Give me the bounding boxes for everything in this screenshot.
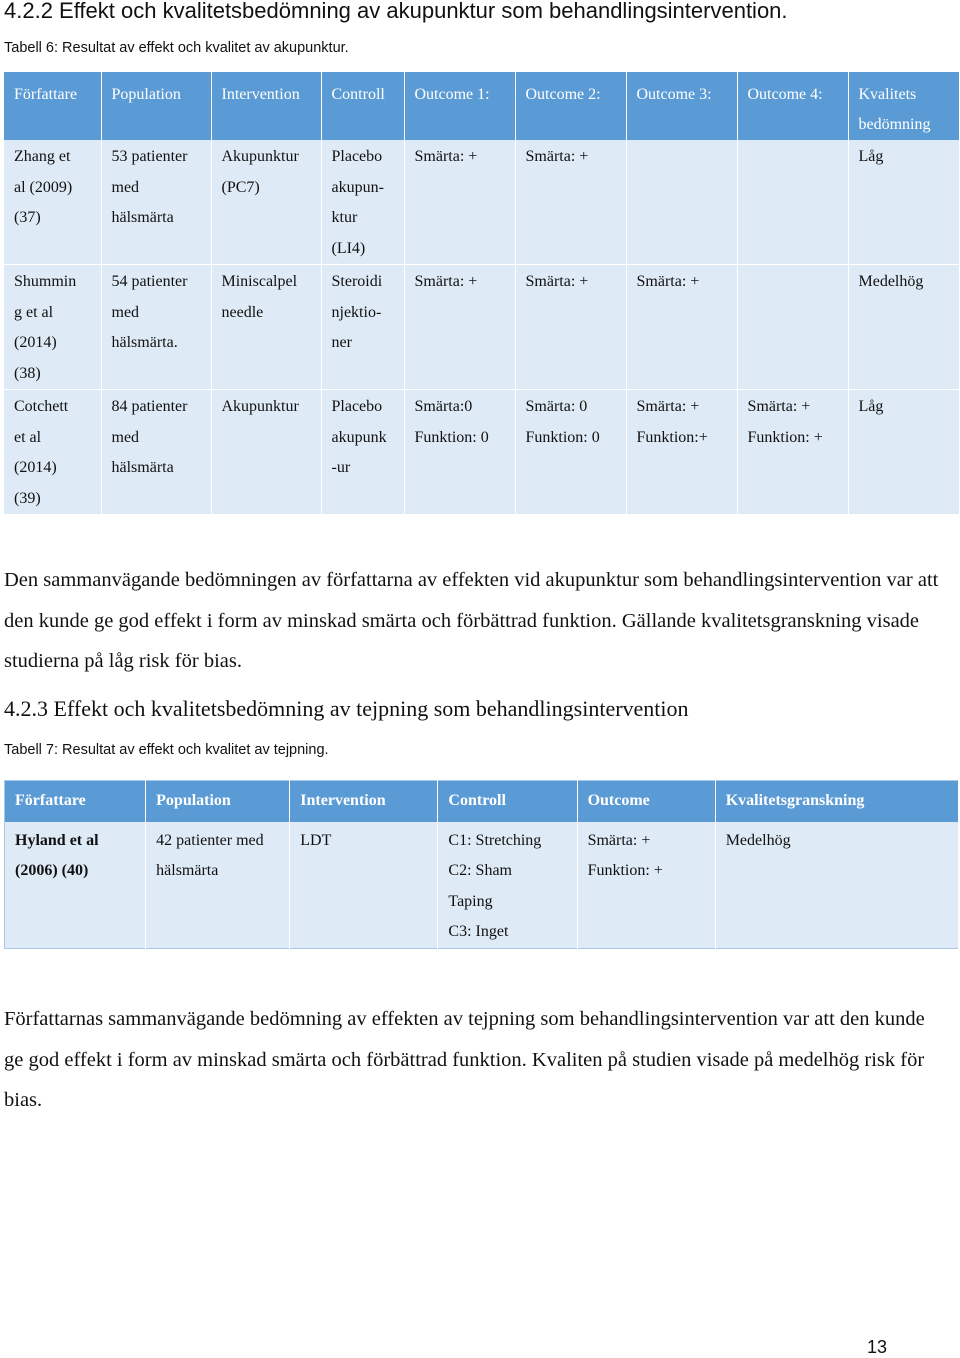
table-cell: Shummin g et al (2014) (38) <box>4 265 101 390</box>
table-cell: Miniscalpel needle <box>211 265 321 390</box>
table-cell: 84 patienter med hälsmärta <box>101 390 211 515</box>
summary-paragraph-acupuncture: Den sammanvägande bedömningen av författarna av effekten vid akupunktur som behandlingsintervention var att den kunde ge god effekt i form av minskad smärta och förbättrad funktion. Gällande kvalitetsgranskning visade studierna på låg risk för bias. <box>4 569 939 672</box>
taping-results-table <box>4 780 959 949</box>
table-cell: Smärta: + <box>515 140 626 265</box>
table-cell: Smärta: + Funktion:+ <box>626 390 737 515</box>
table-cell: Låg <box>848 390 959 515</box>
table-caption: Tabell 6: Resultat av effekt och kvalitet av akupunktur. <box>4 40 349 56</box>
table-cell: Hyland et al (2006) (40) <box>5 822 146 949</box>
section-heading: 4.2.2 Effekt och kvalitetsbedömning av akupunktur som behandlingsintervention. <box>4 0 788 23</box>
table-cell: Smärta: + Funktion: + <box>737 390 848 515</box>
table-cell: Låg <box>848 140 959 265</box>
column-header: Författare <box>4 72 101 140</box>
table-row <box>5 822 959 949</box>
table-header-row <box>5 781 959 822</box>
table-cell: Medelhög <box>715 822 958 949</box>
table-cell: Smärta: + Funktion: + <box>577 822 715 949</box>
table-cell: 53 patienter med hälsmärta <box>101 140 211 265</box>
table-cell: LDT <box>290 822 438 949</box>
table-cell: Zhang et al (2009) (37) <box>4 140 101 265</box>
column-header: Outcome 1: <box>404 72 515 140</box>
column-header: Outcome 4: <box>737 72 848 140</box>
page-number: 13 <box>867 1337 888 1357</box>
column-header: Intervention <box>290 781 438 822</box>
subsection-heading: 4.2.3 Effekt och kvalitetsbedömning av tejpning som behandlingsintervention <box>4 696 689 721</box>
table-cell <box>737 265 848 390</box>
acupuncture-results-table <box>4 72 960 515</box>
table-cell: Cotchett et al (2014) (39) <box>4 390 101 515</box>
table-cell: 42 patienter med hälsmärta <box>146 822 290 949</box>
table-cell: Akupunktur <box>211 390 321 515</box>
table-cell: Smärta: + <box>404 140 515 265</box>
table-cell: C1: Stretching C2: Sham Taping C3: Inget <box>438 822 577 949</box>
column-header: Kvalitets bedömning <box>848 72 959 140</box>
summary-paragraph-taping: Författarnas sammanvägande bedömning av effekten av tejpning som behandlingsintervention var att den kunde ge god effekt i form av minskad smärta och förbättrad funktion. Kvaliten på studien visade på medelhög risk för bias. <box>4 1008 925 1111</box>
table-header-row <box>4 72 959 140</box>
column-header: Kvalitetsgranskning <box>715 781 958 822</box>
table-cell <box>626 140 737 265</box>
table-cell: Smärta: + <box>626 265 737 390</box>
column-header: Författare <box>5 781 146 822</box>
table-cell: 54 patienter med hälsmärta. <box>101 265 211 390</box>
table-cell: Smärta: + <box>404 265 515 390</box>
table-row <box>4 140 959 265</box>
table-cell: Smärta: + <box>515 265 626 390</box>
column-header: Population <box>101 72 211 140</box>
column-header: Population <box>146 781 290 822</box>
table-row <box>4 265 959 390</box>
table-cell: Placebo akupunk -ur <box>321 390 404 515</box>
column-header: Outcome 3: <box>626 72 737 140</box>
table-cell: Placebo akupun- ktur (LI4) <box>321 140 404 265</box>
column-header: Controll <box>438 781 577 822</box>
table-caption: Tabell 7: Resultat av effekt och kvalitet av tejpning. <box>4 742 329 758</box>
table-cell: Smärta:0 Funktion: 0 <box>404 390 515 515</box>
table-row <box>4 390 959 515</box>
column-header: Controll <box>321 72 404 140</box>
table-cell: Akupunktur (PC7) <box>211 140 321 265</box>
table-cell: Steroidi njektio- ner <box>321 265 404 390</box>
column-header: Outcome <box>577 781 715 822</box>
column-header: Intervention <box>211 72 321 140</box>
column-header: Outcome 2: <box>515 72 626 140</box>
table-cell: Medelhög <box>848 265 959 390</box>
table-cell: Smärta: 0 Funktion: 0 <box>515 390 626 515</box>
table-cell <box>737 140 848 265</box>
